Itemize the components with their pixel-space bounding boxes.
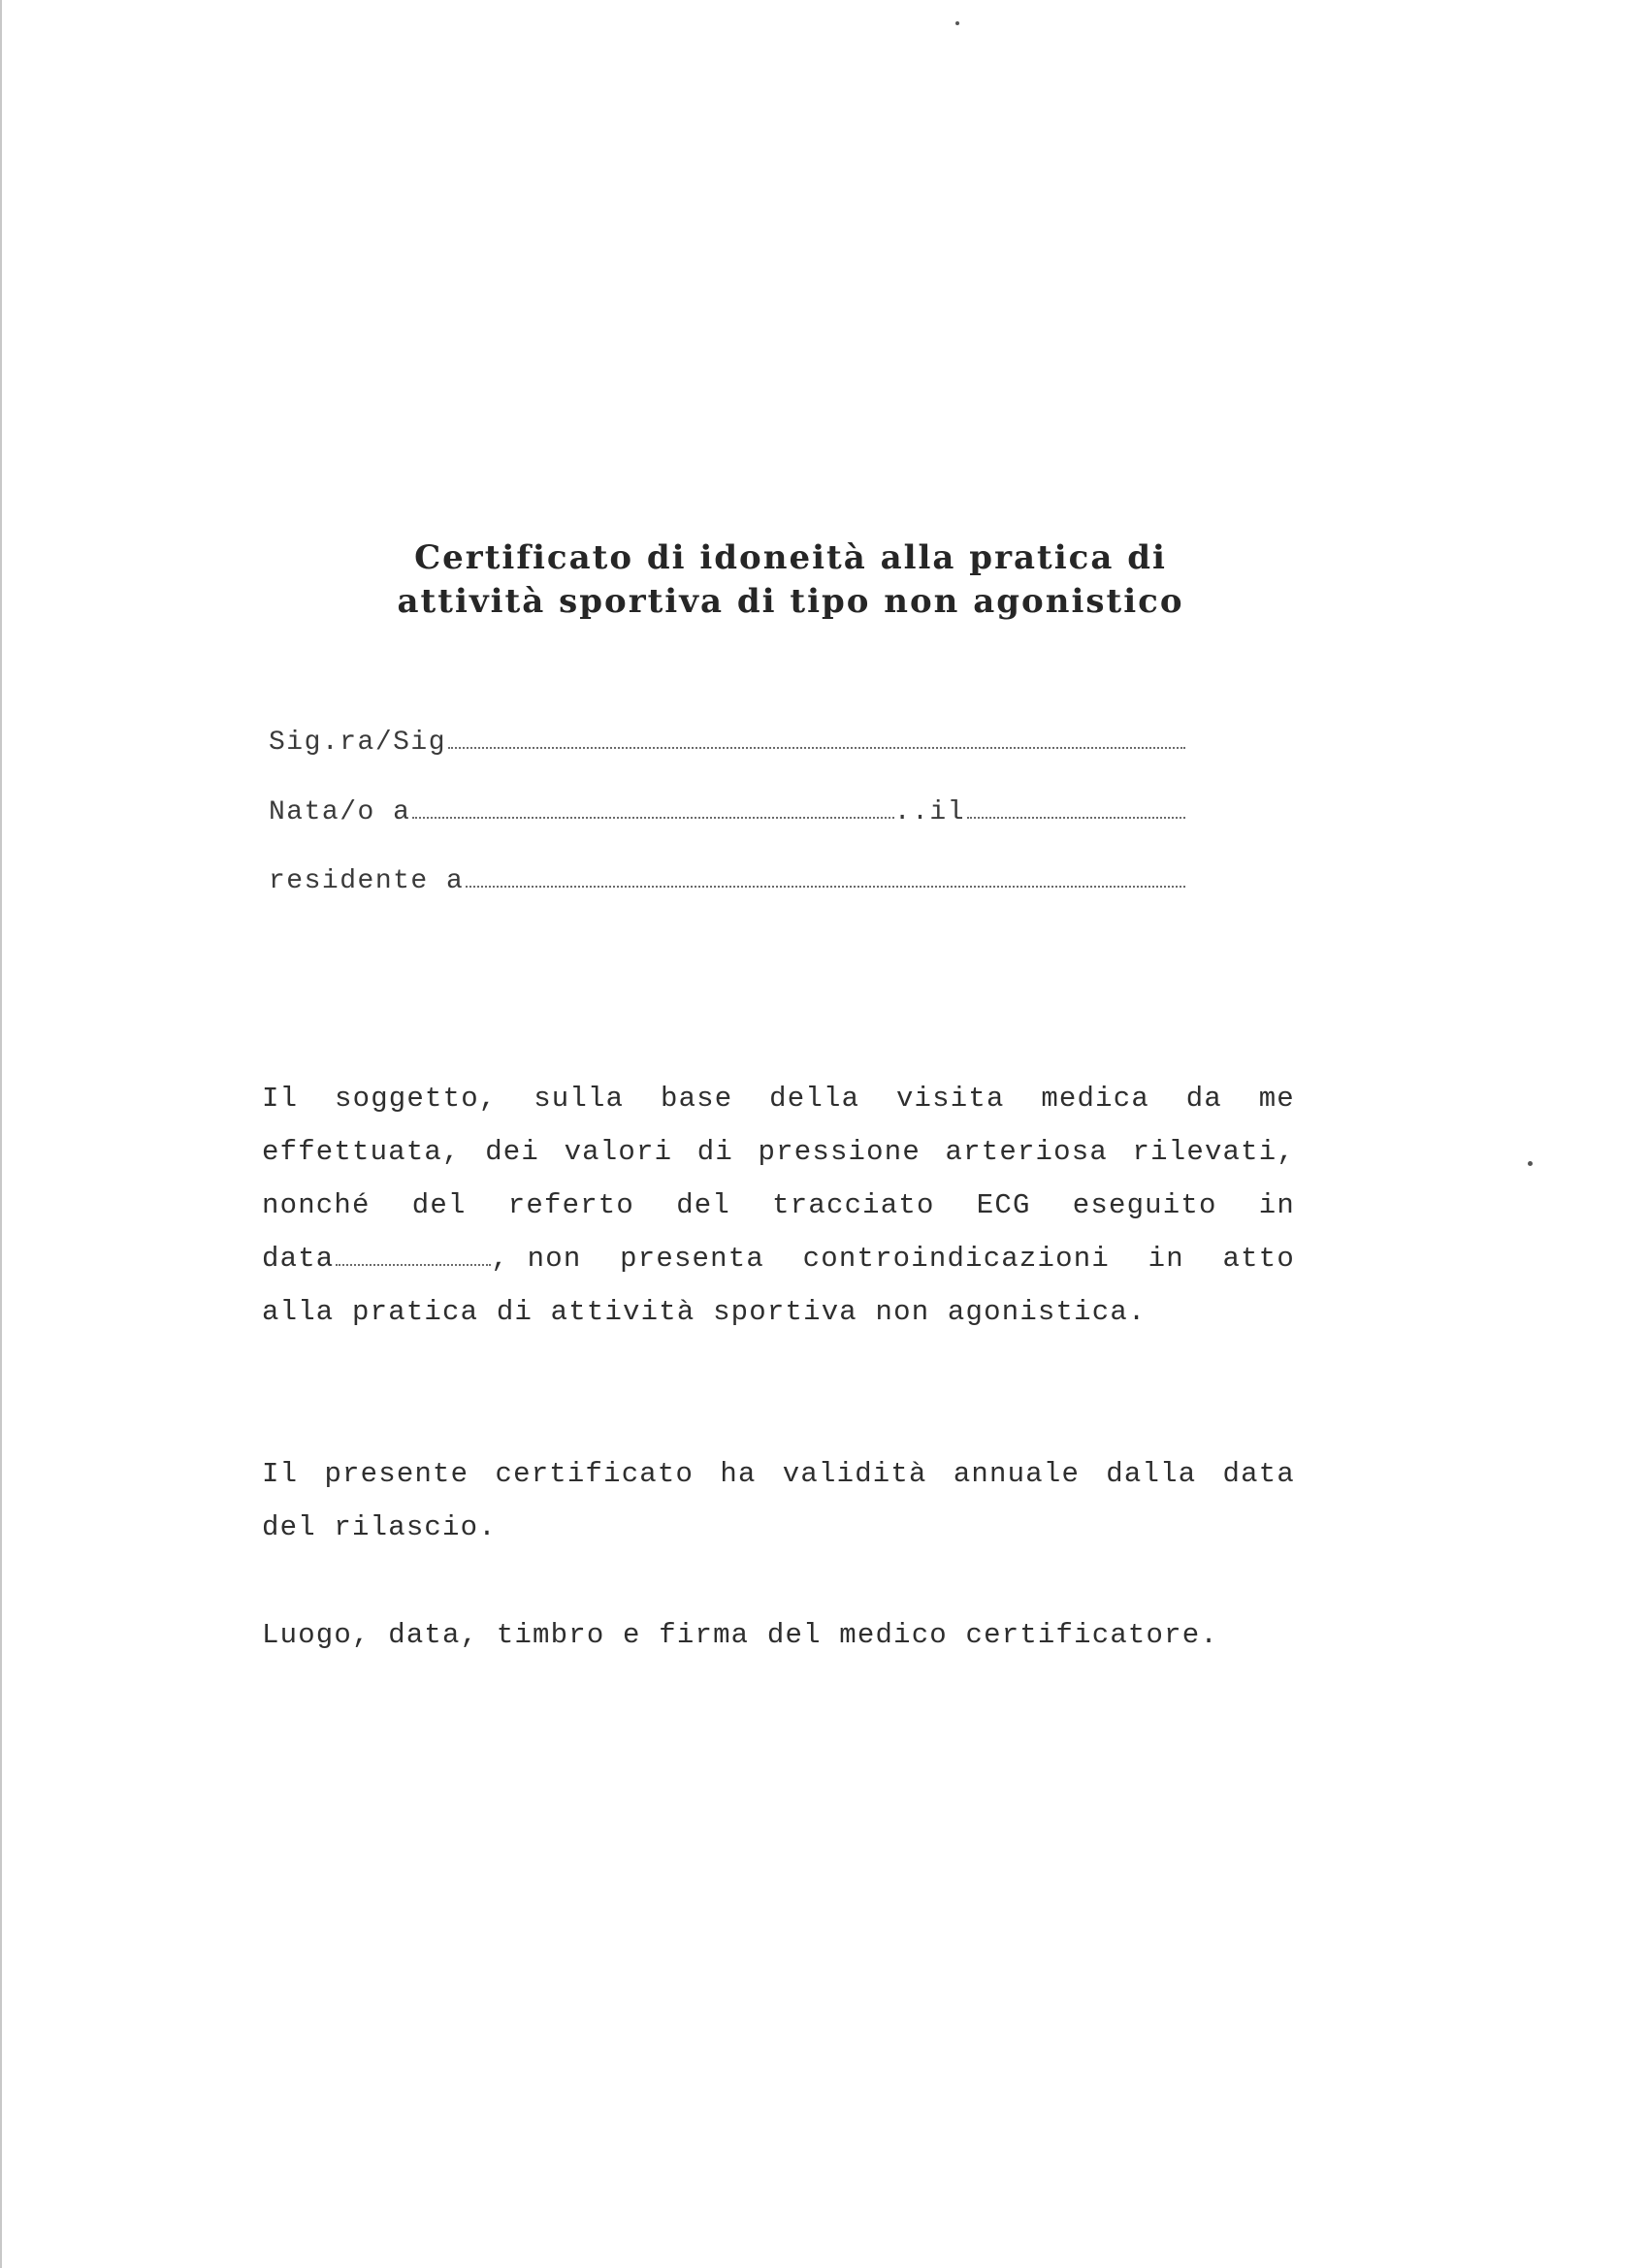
- paragraph-line: Il soggetto, sulla base della visita medica da me: [262, 1083, 1295, 1115]
- residence-blank[interactable]: [466, 866, 1185, 888]
- paragraph-line: nonché del referto del tracciato ECG eseguito in: [262, 1189, 1295, 1221]
- birthdate-blank[interactable]: [967, 797, 1185, 819]
- scan-speck: [955, 21, 959, 25]
- ecg-date-blank[interactable]: [336, 1247, 491, 1266]
- name-blank[interactable]: [448, 728, 1185, 749]
- signature-note: [262, 1608, 1295, 1662]
- residence-field[interactable]: [269, 866, 1185, 905]
- certificate-title-line-2: attività sportiva di tipo non agonistico: [397, 582, 1184, 621]
- birthplace-blank[interactable]: [412, 797, 893, 819]
- ecg-date-label: data: [262, 1243, 335, 1275]
- birthdate-label: ..il: [893, 797, 965, 827]
- paragraph-line: del rilascio.: [262, 1511, 497, 1543]
- signature-note-text: Luogo, data, timbro e firma del medico certificatore.: [262, 1619, 1218, 1651]
- birthplace-label: Nata/o a: [269, 797, 411, 827]
- scan-speck: [1528, 1161, 1533, 1166]
- validity-paragraph: [262, 1447, 1295, 1554]
- paragraph-line: alla pratica di attività sportiva non agonistica.: [262, 1296, 1147, 1328]
- ecg-date-field[interactable]: data , non: [262, 1243, 582, 1275]
- certificate-title-line-1: Certificato di idoneità alla pratica di: [414, 538, 1167, 577]
- name-label: Sig.ra/Sig: [269, 728, 447, 758]
- paragraph-line: data , non presenta controindicazioni in atto: [262, 1232, 1295, 1285]
- birth-field[interactable]: [269, 797, 1185, 836]
- scan-edge: [0, 0, 2, 2268]
- name-field[interactable]: [269, 728, 1185, 766]
- paragraph-line: Il presente certificato ha validità annuale dalla data: [262, 1458, 1295, 1490]
- assessment-paragraph: [262, 1072, 1295, 1339]
- paragraph-line: effettuata, dei valori di pressione arteriosa rilevati,: [262, 1136, 1295, 1168]
- residence-label: residente a: [269, 866, 465, 896]
